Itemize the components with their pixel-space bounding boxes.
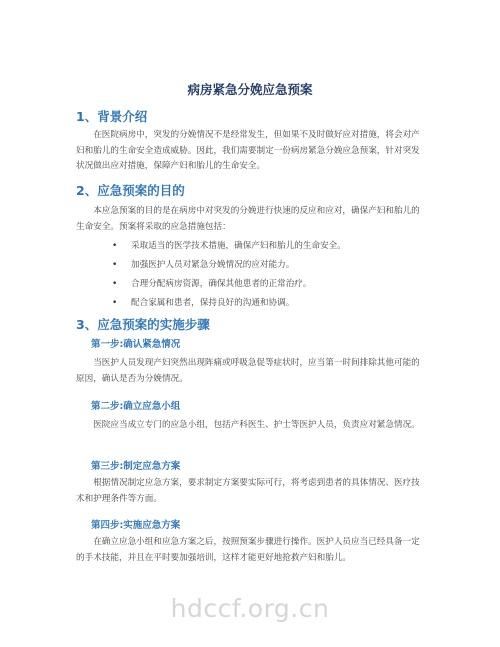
list-item: • 配合家属和患者，保持良好的沟通和协调。 [112,294,412,313]
section-heading-steps: 3、应急预案的实施步骤 [76,317,210,332]
paragraph-purpose: 本应急预案的目的是在病房中对突发的分娩进行快速的反应和应对，确保产妇和胎儿的生命安全。预案将采取的应急措施包括： [76,206,420,232]
step-heading-1: 第一步:确认紧急情况 [91,339,181,350]
step-heading-3: 第三步:制定应急方案 [91,461,181,472]
step-text-4: 在确立应急小组和应急方案之后，按照预案步骤进行操作。医护人员应当已经具备一定的手术技能，并且在平时要加强培训，这样才能更好地抢救产妇和胎儿。 [76,537,420,563]
list-item: • 合理分配病房资源，确保其他患者的正常治疗。 [112,275,412,294]
step-text-2: 医院应当成立专门的应急小组，包括产科医生、护士等医护人员，负责应对紧急情况。 [93,420,420,430]
step-heading-2: 第二步:确立应急小组 [91,401,181,412]
step-text-1: 当医护人员发现产妇突然出现阵痛或呼吸急促等症状时，应当第一时间排除其他可能的原因，确认是否为分娩情况。 [76,358,420,384]
step-heading-4: 第四步:实施应急方案 [91,520,181,531]
document-title: 病房紧急分娩应急预案 [187,82,313,97]
section-heading-purpose: 2、应急预案的目的 [76,183,185,198]
section-heading-background: 1、背景介绍 [76,109,148,124]
list-item: • 采取适当的医学技术措施，确保产妇和胎儿的生命安全。 [112,237,412,256]
measures-list [112,237,412,313]
paragraph-background: 在医院病房中，突发的分娩情况不是经常发生，但如果不及时做好应对措施，将会对产妇和胎儿的生命安全造成威胁。因此，我们需要制定一份病房紧急分娩应急预案，针对突发状况做出应对措施，保障产妇和胎儿的生命安全。 [76,130,420,171]
watermark-text: hdccf.org.cn [170,594,330,623]
list-item: • 加强医护人员对紧急分娩情况的应对能力。 [112,256,412,275]
step-text-3: 根据情况制定应急方案，要求制定方案要实际可行，将考虑到患者的具体情况、医疗技术和护理条件等方面。 [76,478,420,504]
